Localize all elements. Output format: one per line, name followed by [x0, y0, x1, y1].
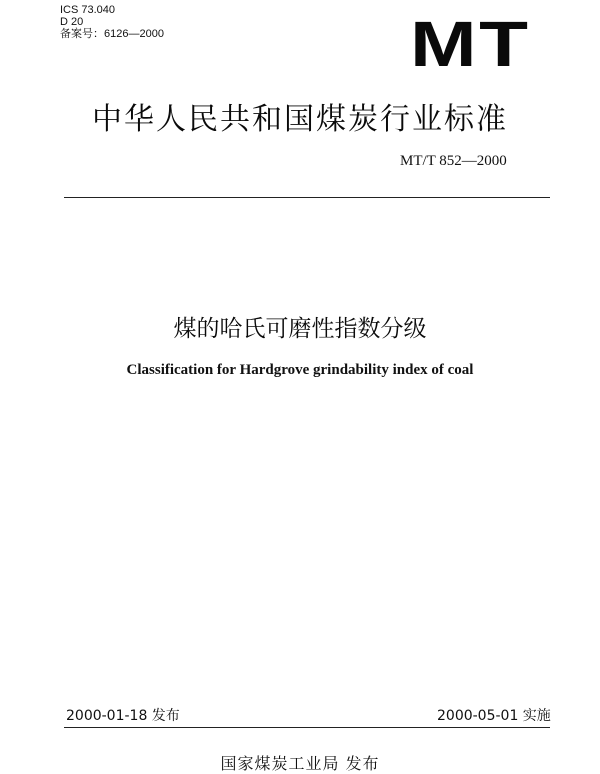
- standard-code: MT/T 852—2000: [400, 153, 507, 169]
- top-divider: [64, 197, 550, 198]
- ics-code: ICS 73.040: [60, 4, 116, 16]
- mt-logo: MT: [410, 8, 531, 80]
- classification-code: D 20: [60, 16, 84, 28]
- document-title-en: Classification for Hardgrove grindability index of coal: [126, 362, 474, 378]
- issue-date: 2000-01-18 发布: [66, 708, 180, 724]
- effective-date: 2000-05-01 实施: [437, 708, 551, 724]
- document-title-cn: 煤的哈氏可磨性指数分级: [173, 316, 427, 342]
- standard-title: 中华人民共和国煤炭行业标准: [92, 102, 508, 137]
- bottom-divider: [64, 727, 550, 728]
- publisher: 国家煤炭工业局 发布: [220, 754, 380, 773]
- filing-number: 备案号：6126—2000: [60, 28, 164, 40]
